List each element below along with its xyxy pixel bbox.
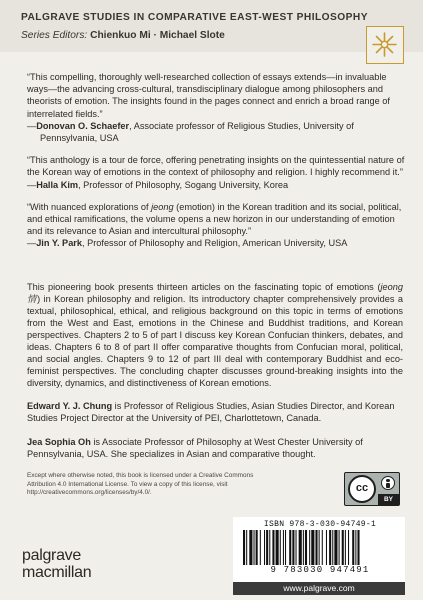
license-text: Except where otherwise noted, this book is licensed under a Creative Commons Attribution 4.0 International License. To view a copy of this license, visit http://creativecommons.org/licenses/by/4.0/. xyxy=(27,472,254,497)
quote-attribution: —Jin Y. Park, Professor of Philosophy and Religion, American University, USA xyxy=(27,238,348,249)
compass-star-icon xyxy=(370,30,399,59)
series-logo xyxy=(366,26,404,64)
editor-name: Jea Sophia Oh xyxy=(27,437,91,447)
publisher-name-line2: macmillan xyxy=(22,564,92,581)
editor-bio: Edward Y. J. Chung is Professor of Religious Studies, Asian Studies Director, and Korean Studies Project Director at the University of PEI, Charlottetown, Canada. xyxy=(27,401,395,424)
editor-name: Edward Y. J. Chung xyxy=(27,401,113,411)
barcode-icon xyxy=(241,530,399,565)
isbn-label: ISBN 978-3-030-94749-1 xyxy=(263,520,377,529)
publisher-logo xyxy=(22,547,91,581)
quote-author: Donovan O. Schaefer xyxy=(36,120,130,131)
book-summary: This pioneering book presents thirteen articles on the fascinating topic of emotions (jeong 情) in Korean philosophy and religion. Its introductory chapter comprehensively provides a textual, philosophical, ethical, and religious background on this topic in terms of emotions from the West and East, emotions in the Chinese and Buddhist traditions, and Korean perspectives. Chapters 2 to 5 of part I discuss key Korean Confucian thinkers, debates, and ideas. Chapters 6 to 8 of part II offer comparative thoughts from Confucian moral, political, and social angles. Chapters 9 to 12 of part III deal with contemporary Buddhist and eco-feminist perspectives. The concluding chapter discusses ground-breaking insights into the diversity, dynamics, and distinctiveness of Korean emotions. xyxy=(27,282,404,389)
quote-affiliation: , Associate professor of Religious Studies, University of xyxy=(129,120,354,131)
attribution-person-icon xyxy=(381,476,395,490)
endorsement-quote xyxy=(27,154,407,191)
editor-bio: Jea Sophia Oh is Associate Professor of Philosophy at West Chester University of Pennsylvania, USA. She specializes in Asian and comparative thought. xyxy=(27,437,363,460)
cc-mark: cc xyxy=(348,475,376,503)
quote-affiliation-cont: Pennsylvania, USA xyxy=(40,133,119,144)
endorsement-quote xyxy=(27,201,407,250)
series-title: PALGRAVE STUDIES IN COMPARATIVE EAST-WEST PHILOSOPHY xyxy=(21,12,368,23)
barcode-block xyxy=(233,517,405,582)
quote-text: “With nuanced explorations of jeong (emotion) in the Korean tradition and its social, political, and ethical ramifications, the volume opens a new horizon in our understanding of emotion and its relevance to Asian and intercultural philosophy.” xyxy=(27,201,402,237)
barcode-digits: 9 783030 947491 xyxy=(270,565,370,575)
quote-author: Halla Kim xyxy=(36,179,79,190)
quote-attribution: —Donovan O. Schaefer, Associate professor of Religious Studies, University of xyxy=(27,120,354,131)
quote-affiliation: , Professor of Philosophy, Sogang University, Korea xyxy=(78,179,289,190)
quote-text: “This anthology is a tour de force, offering penetrating insights on the quintessential nature of the Korean way of emotions in the context of philosophy and religion. I highly recommend it.” xyxy=(27,155,405,178)
by-label: BY xyxy=(378,494,399,505)
endorsements xyxy=(27,71,407,260)
series-editors-names: Chienkuo Mi · Michael Slote xyxy=(90,30,225,41)
endorsement-quote xyxy=(27,71,407,144)
publisher-website: www.palgrave.com xyxy=(233,582,405,595)
series-header xyxy=(0,0,423,52)
quote-text: “This compelling, thoroughly well-researched collection of essays extends—in invaluable ways—the advancing cross-cultural, transdisciplinary dialogue among philosophers and theorists of emotion. The insights found in the pages connect and enrich a broad range of interrelated fields.” xyxy=(27,72,390,119)
quote-affiliation: , Professor of Philosophy and Religion, American University, USA xyxy=(81,238,348,249)
quote-author: Jin Y. Park xyxy=(36,238,82,249)
creative-commons-icon xyxy=(344,472,400,506)
quote-attribution: —Halla Kim, Professor of Philosophy, Sogang University, Korea xyxy=(27,179,289,190)
series-editors xyxy=(21,30,225,41)
series-editors-label: Series Editors: xyxy=(21,30,88,41)
publisher-name-line1: palgrave xyxy=(22,547,81,564)
